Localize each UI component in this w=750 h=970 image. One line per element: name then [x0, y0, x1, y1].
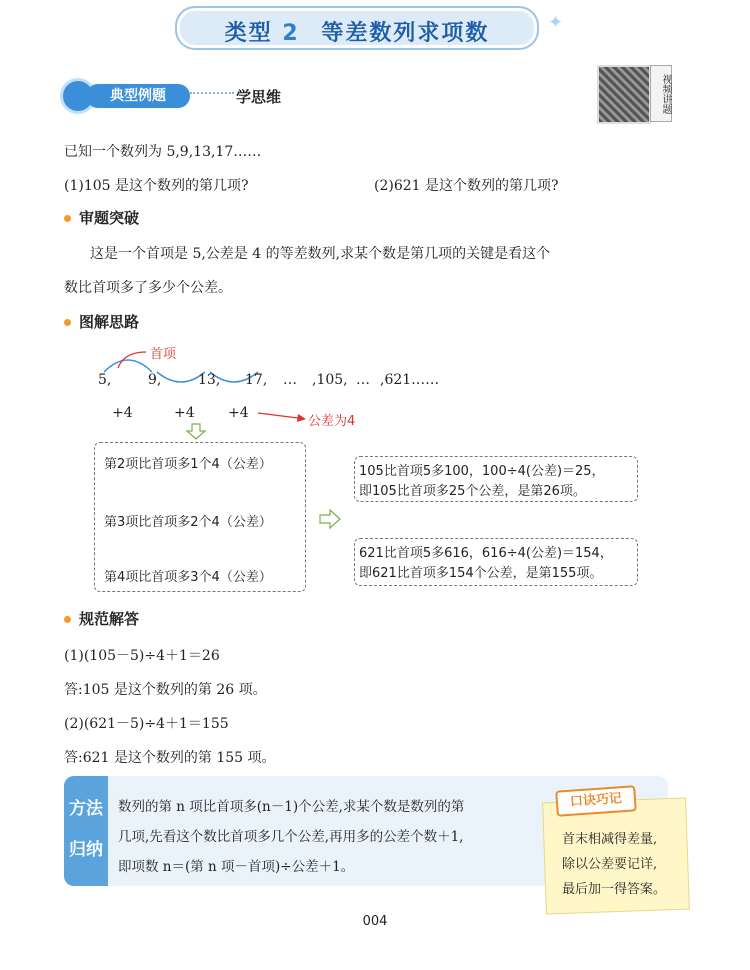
seq-term: 17,	[245, 372, 268, 388]
solution-line: 答:621 是这个数列的第 155 项。	[64, 750, 276, 766]
analysis-line-2: 数比首项多了多少个公差。	[64, 280, 232, 296]
box-line: 第2项比首项多1个4（公差）	[104, 457, 272, 472]
method-tag-line: 归纳	[69, 840, 103, 860]
mnemonic-line: 最后加一得答案。	[562, 882, 667, 897]
common-difference-label: 公差为4	[308, 414, 356, 429]
box-line: 105比首项5多100，100÷4(公差)＝25，	[359, 464, 605, 479]
bullet-icon	[64, 616, 71, 623]
solution-line: (1)(105－5)÷4＋1＝26	[64, 648, 220, 664]
title-text: 等差数列求项数	[321, 21, 490, 46]
pointer-arrow	[258, 413, 298, 418]
diagram-heading-text: 图解思路	[79, 313, 140, 331]
right-arrow-icon	[320, 510, 340, 528]
method-tag-line: 方法	[69, 799, 103, 819]
solution-heading-text: 规范解答	[79, 610, 140, 628]
box-line: 即621比首项多154个公差，是第155项。	[359, 566, 603, 581]
arc	[104, 360, 152, 372]
seq-term: 13,	[198, 372, 221, 388]
method-line: 即项数 n＝(第 n 项－首项)÷公差＋1。	[118, 859, 355, 875]
plus-label: +4	[228, 405, 249, 421]
box-line: 第4项比首项多3个4（公差）	[104, 570, 272, 585]
seq-term: 9,	[148, 372, 162, 388]
seq-ellipsis: …	[283, 372, 297, 388]
solution-line: 答:105 是这个数列的第 26 项。	[64, 682, 267, 698]
question-2: (2)621 是这个数列的第几项?	[374, 178, 559, 194]
question-1: (1)105 是这个数列的第几项?	[64, 178, 249, 194]
plus-label: +4	[174, 405, 195, 421]
section-badge: 典型例题	[86, 84, 190, 108]
analysis-line-1: 这是一个首项是 5,公差是 4 的等差数列,求某个数是第几项的关键是看这个	[90, 246, 551, 262]
down-arrow-icon	[187, 424, 205, 439]
brand-label: 学思维	[236, 88, 282, 106]
method-line: 几项,先看这个数比首项多几个公差,再用多的公差个数＋1,	[118, 829, 464, 845]
solution-heading	[64, 608, 139, 629]
seq-term: ,105,	[312, 372, 348, 388]
mnemonic-line: 除以公差要记详,	[562, 857, 658, 872]
seq-ellipsis: …	[356, 372, 370, 388]
mnemonic-line: 首末相减得差量,	[562, 832, 658, 847]
box-line: 第3项比首项多2个4（公差）	[104, 515, 272, 530]
sparkle-icon: ✦	[548, 12, 564, 33]
mnemonic-tag: 口诀巧记	[555, 785, 637, 817]
problem-intro: 已知一个数列为 5,9,13,17……	[64, 144, 262, 160]
box-line: 621比首项5多616，616÷4(公差)＝154，	[359, 546, 613, 561]
box-line: 即105比首项多25个公差，是第26项。	[359, 484, 586, 499]
plus-label: +4	[112, 405, 133, 421]
seq-term: 5,	[98, 372, 112, 388]
video-label[interactable]: 视频讲题	[650, 65, 672, 122]
title-number: 2	[282, 21, 300, 46]
title-prefix: 类型	[224, 21, 273, 46]
analysis-heading-text: 审题突破	[79, 209, 140, 227]
method-line: 数列的第 n 项比首项多(n－1)个公差,求某个数是数列的第	[118, 799, 465, 815]
arrowhead	[297, 414, 306, 422]
solution-line: (2)(621－5)÷4＋1＝155	[64, 716, 229, 732]
seq-term: ,621……	[380, 372, 440, 388]
page-number: 004	[362, 914, 388, 929]
method-tag	[64, 776, 108, 886]
first-term-label: 首项	[150, 347, 177, 362]
